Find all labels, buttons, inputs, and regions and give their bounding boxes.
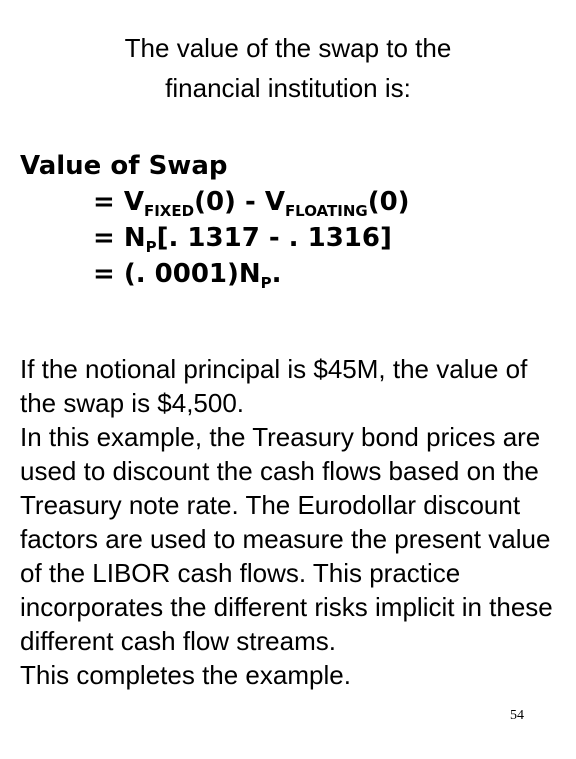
title-line-1: The value of the swap to the	[124, 33, 452, 63]
subscript-p: P	[260, 274, 272, 292]
formula-line-2-suffix: [. 1317 - . 1316]	[156, 223, 392, 253]
formula-line-1	[20, 184, 410, 220]
formula-heading: Value of Swap	[20, 151, 228, 181]
formula-line-1-mid: (0) - V	[194, 187, 285, 217]
formula-line-2-prefix: = N	[93, 223, 146, 253]
body-text	[20, 352, 570, 692]
formula-line-1-prefix: = V	[93, 187, 144, 217]
formula-line-3-prefix: = (. 0001)N	[93, 259, 261, 289]
swap-value-formula	[20, 148, 410, 292]
paragraph-explanation: In this example, the Treasury bond prices are used to discount the cash flows based on the Treasury note rate. The Eurodollar discount factors are used to measure the present value of the LIBOR cash flows. This practice incorporates the different risks implicit in these different cash flow streams.	[20, 422, 553, 656]
title-line-2: financial institution is:	[165, 73, 411, 103]
subscript-fixed: FIXED	[143, 202, 195, 220]
page-number: 54	[510, 708, 524, 723]
formula-line-2	[20, 220, 410, 256]
formula-line-3	[20, 256, 410, 292]
paragraph-notional-principal: If the notional principal is $45M, the value of the swap is $4,500.	[20, 354, 528, 418]
formula-line-1-suffix: (0)	[367, 187, 410, 217]
paragraph-conclusion: This completes the example.	[20, 660, 351, 690]
subscript-p: P	[145, 238, 157, 256]
slide-title	[0, 28, 576, 108]
subscript-floating: FLOATING	[284, 202, 368, 220]
formula-line-3-suffix: .	[271, 259, 282, 289]
